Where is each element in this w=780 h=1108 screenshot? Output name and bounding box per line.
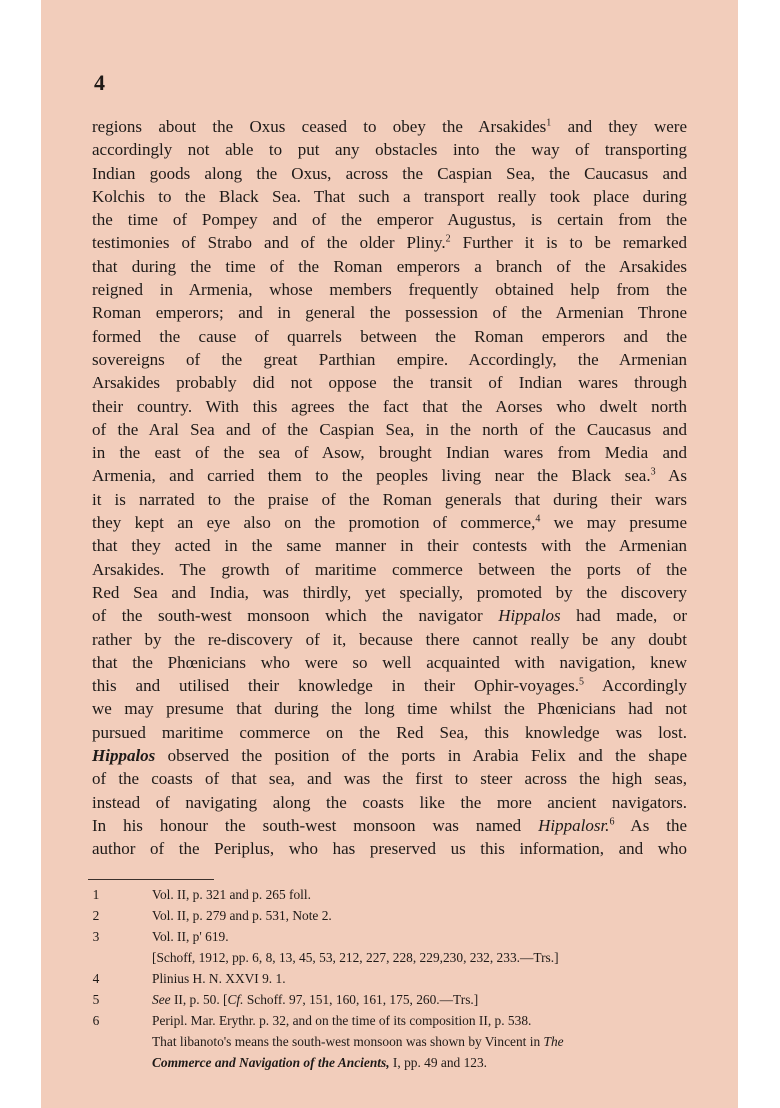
- text-line: it is narrated to the praise of the Roman generals that during their wars: [92, 489, 687, 509]
- footnote-ref-4[interactable]: 4: [535, 513, 541, 525]
- text-line: Hippalos observed the position of the ports in Arabia Felix and the shape: [92, 746, 688, 766]
- hippalos-name-bold: Hippalos: [92, 746, 156, 766]
- footnote-text: Plinius H. N. XXVI 9. 1.: [152, 971, 286, 986]
- text-line: Armenia, and carried them to the peoples living near the Black sea.$^3$ As: [92, 466, 687, 486]
- text-line: that during the time of the Roman emperors a branch of the Arsakides: [92, 256, 687, 276]
- text-line: their country. With this agrees the fact that the Aorses who dwelt north: [92, 396, 687, 416]
- footnote-text-continued: That libanoto's means the south-west monsoon was shown by Vincent in The: [152, 1034, 564, 1049]
- text-line: instead of navigating along the coasts like the more ancient navigators.: [92, 792, 687, 812]
- hippalos-name: Hippalos: [498, 606, 561, 626]
- text-line: formed the cause of quarrels between the Roman emperors and the: [92, 326, 687, 346]
- footnote-text: Vol. II, p. 321 and p. 265 foll.: [152, 887, 311, 902]
- text-line: Arsakides. The growth of maritime commerce between the ports of the: [92, 559, 687, 579]
- page-number: 4: [94, 70, 105, 95]
- footnote-4: [88, 968, 718, 989]
- text-line: of the south-west monsoon which the navigator Hippalos had made, or: [92, 606, 687, 626]
- text-line: testimonies of Strabo and of the older Pliny.$^2$ Further it is to be remarked: [92, 233, 688, 253]
- text-line: Red Sea and India, was thirdly, yet specially, promoted by the discovery: [92, 582, 687, 602]
- footnote-text: Vol. II, p' 619.: [152, 929, 229, 944]
- text-line: of the coasts of that sea, and was the first to steer across the high seas,: [92, 769, 687, 789]
- footnote-5: [88, 989, 718, 1010]
- footnote-number: 1: [92, 887, 100, 902]
- footnote-1: [88, 884, 718, 905]
- text-line: Arsakides probably did not oppose the transit of Indian wares through: [92, 373, 687, 393]
- text-line: Indian goods along the Oxus, across the Caspian Sea, the Caucasus and: [92, 163, 687, 183]
- body-text: [92, 115, 687, 861]
- hippalosr-name: Hippalosr.: [538, 815, 610, 835]
- footnote-ref-2[interactable]: 2: [445, 233, 451, 245]
- text-line: In his honour the south-west monsoon was named Hippalosr.$^6$ As the: [92, 815, 688, 835]
- text-line: that the Phœnicians who were so well acquainted with navigation, knew: [92, 652, 687, 672]
- footnote-text-continued: Commerce and Navigation of the Ancients, I, pp. 49 and 123.: [152, 1055, 488, 1070]
- text-line: we may presume that during the long time whilst the Phœnicians had not: [92, 699, 687, 719]
- text-line: author of the Periplus, who has preserved us this information, and who: [92, 839, 687, 859]
- footnote-6: [88, 1010, 718, 1073]
- text-line: they kept an eye also on the promotion of commerce,$^4$ we may presume: [92, 513, 687, 533]
- footnote-ref-1[interactable]: 1: [546, 117, 552, 129]
- footnote-divider: [88, 879, 214, 880]
- text-line: in the east of the sea of Asow, brought Indian wares from Media and: [92, 443, 687, 463]
- footnote-text: Vol. II, p. 279 and p. 531, Note 2.: [152, 908, 332, 923]
- footnote-number: 5: [92, 992, 100, 1007]
- footnote-ref-3[interactable]: 3: [650, 466, 656, 478]
- text-line: Kolchis to the Black Sea. That such a transport really took place during: [92, 186, 687, 206]
- footnote-number: 4: [92, 971, 100, 986]
- text-line: pursued maritime commerce on the Red Sea, this knowledge was lost.: [92, 722, 687, 742]
- footnote-ref-6[interactable]: 6: [609, 816, 615, 828]
- footnote-text-continued: [Schoff, 1912, pp. 6, 8, 13, 45, 53, 212, 227, 228, 229,230, 232, 233.—Trs.]: [152, 950, 559, 965]
- footnote-text: Peripl. Mar. Erythr. p. 32, and on the time of its composition II, p. 538.: [152, 1013, 532, 1028]
- text-line: Roman emperors; and in general the possession of the Armenian Throne: [92, 303, 687, 323]
- footnote-number: 6: [92, 1013, 100, 1028]
- text-line: sovereigns of the great Parthian empire. Accordingly, the Armenian: [92, 349, 687, 369]
- book-page: [41, 0, 738, 1108]
- footnote-2: [88, 905, 718, 926]
- text-line: the time of Pompey and of the emperor Augustus, is certain from the: [92, 210, 687, 230]
- text-line: rather by the re-discovery of it, because there cannot really be any doubt: [92, 629, 687, 649]
- text-line: of the Aral Sea and of the Caspian Sea, in the north of the Caucasus and: [92, 419, 687, 439]
- footnote-number: 3: [92, 929, 100, 944]
- footnote-text: See II, p. 50. [Cf. Schoff. 97, 151, 160, 161, 175, 260.—Trs.]: [152, 992, 479, 1007]
- text-line: accordingly not able to put any obstacles into the way of transporting: [92, 140, 687, 160]
- footnote-ref-5[interactable]: 5: [578, 676, 584, 688]
- footnotes: [88, 884, 718, 1073]
- footnote-3: [88, 926, 718, 968]
- footnote-number: 2: [92, 908, 100, 923]
- text-line: reigned in Armenia, whose members frequently obtained help from the: [92, 280, 687, 300]
- text-line: that they acted in the same manner in their contests with the Armenian: [92, 536, 687, 556]
- text-line: this and utilised their knowledge in their Ophir-voyages.$^5$ Accordingly: [92, 676, 687, 696]
- text-line: regions about the Oxus ceased to obey the Arsakides$^1$ and they were: [92, 117, 688, 136]
